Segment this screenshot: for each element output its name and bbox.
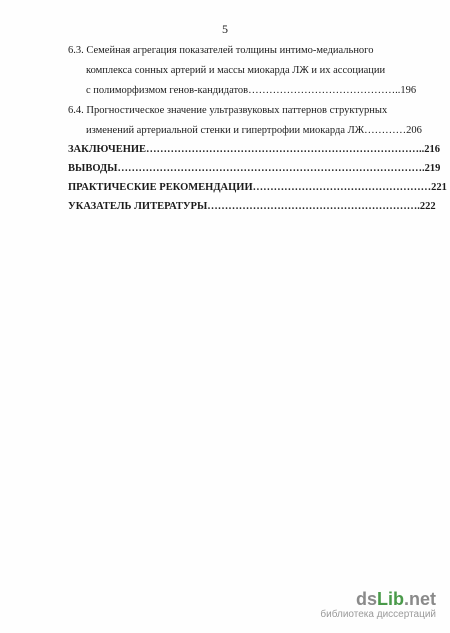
toc-entry-references: УКАЗАТЕЛЬ ЛИТЕРАТУРЫ…………………………………………………….222 [68,201,436,212]
dslib-watermark [320,589,436,621]
toc-entry-6-3-line2: комплекса сонных артерий и массы миокарда ЛЖ и их ассоциации [86,65,386,76]
toc-entry-conclusion: ЗАКЛЮЧЕНИЕ……………………………………………………………………..216 [68,144,441,155]
toc-entry-6-4-line1: 6.4. Прогностическое значение ультразвуковых паттернов структурных [68,105,388,116]
toc-entry-recommendations: ПРАКТИЧЕСКИЕ РЕКОМЕНДАЦИИ……………………………………………221 [68,182,447,193]
dslib-caption: библиотека диссертаций [320,609,436,620]
toc-entry-conclusions: ВЫВОДЫ…………………………………………………………………………….219 [68,163,441,174]
page-number: 5 [222,22,228,36]
dslib-logo: dsLib.net [355,589,436,609]
toc-entry-6-3-line3: с полиморфизмом генов-кандидатов……………………………………..196 [86,85,417,96]
toc-entry-6-4-line2: изменений артериальной стенки и гипертрофии миокарда ЛЖ…………206 [86,125,422,136]
toc-entry-6-3-line1: 6.3. Семейная агрегация показателей толщины интимо-медиального [68,45,374,56]
